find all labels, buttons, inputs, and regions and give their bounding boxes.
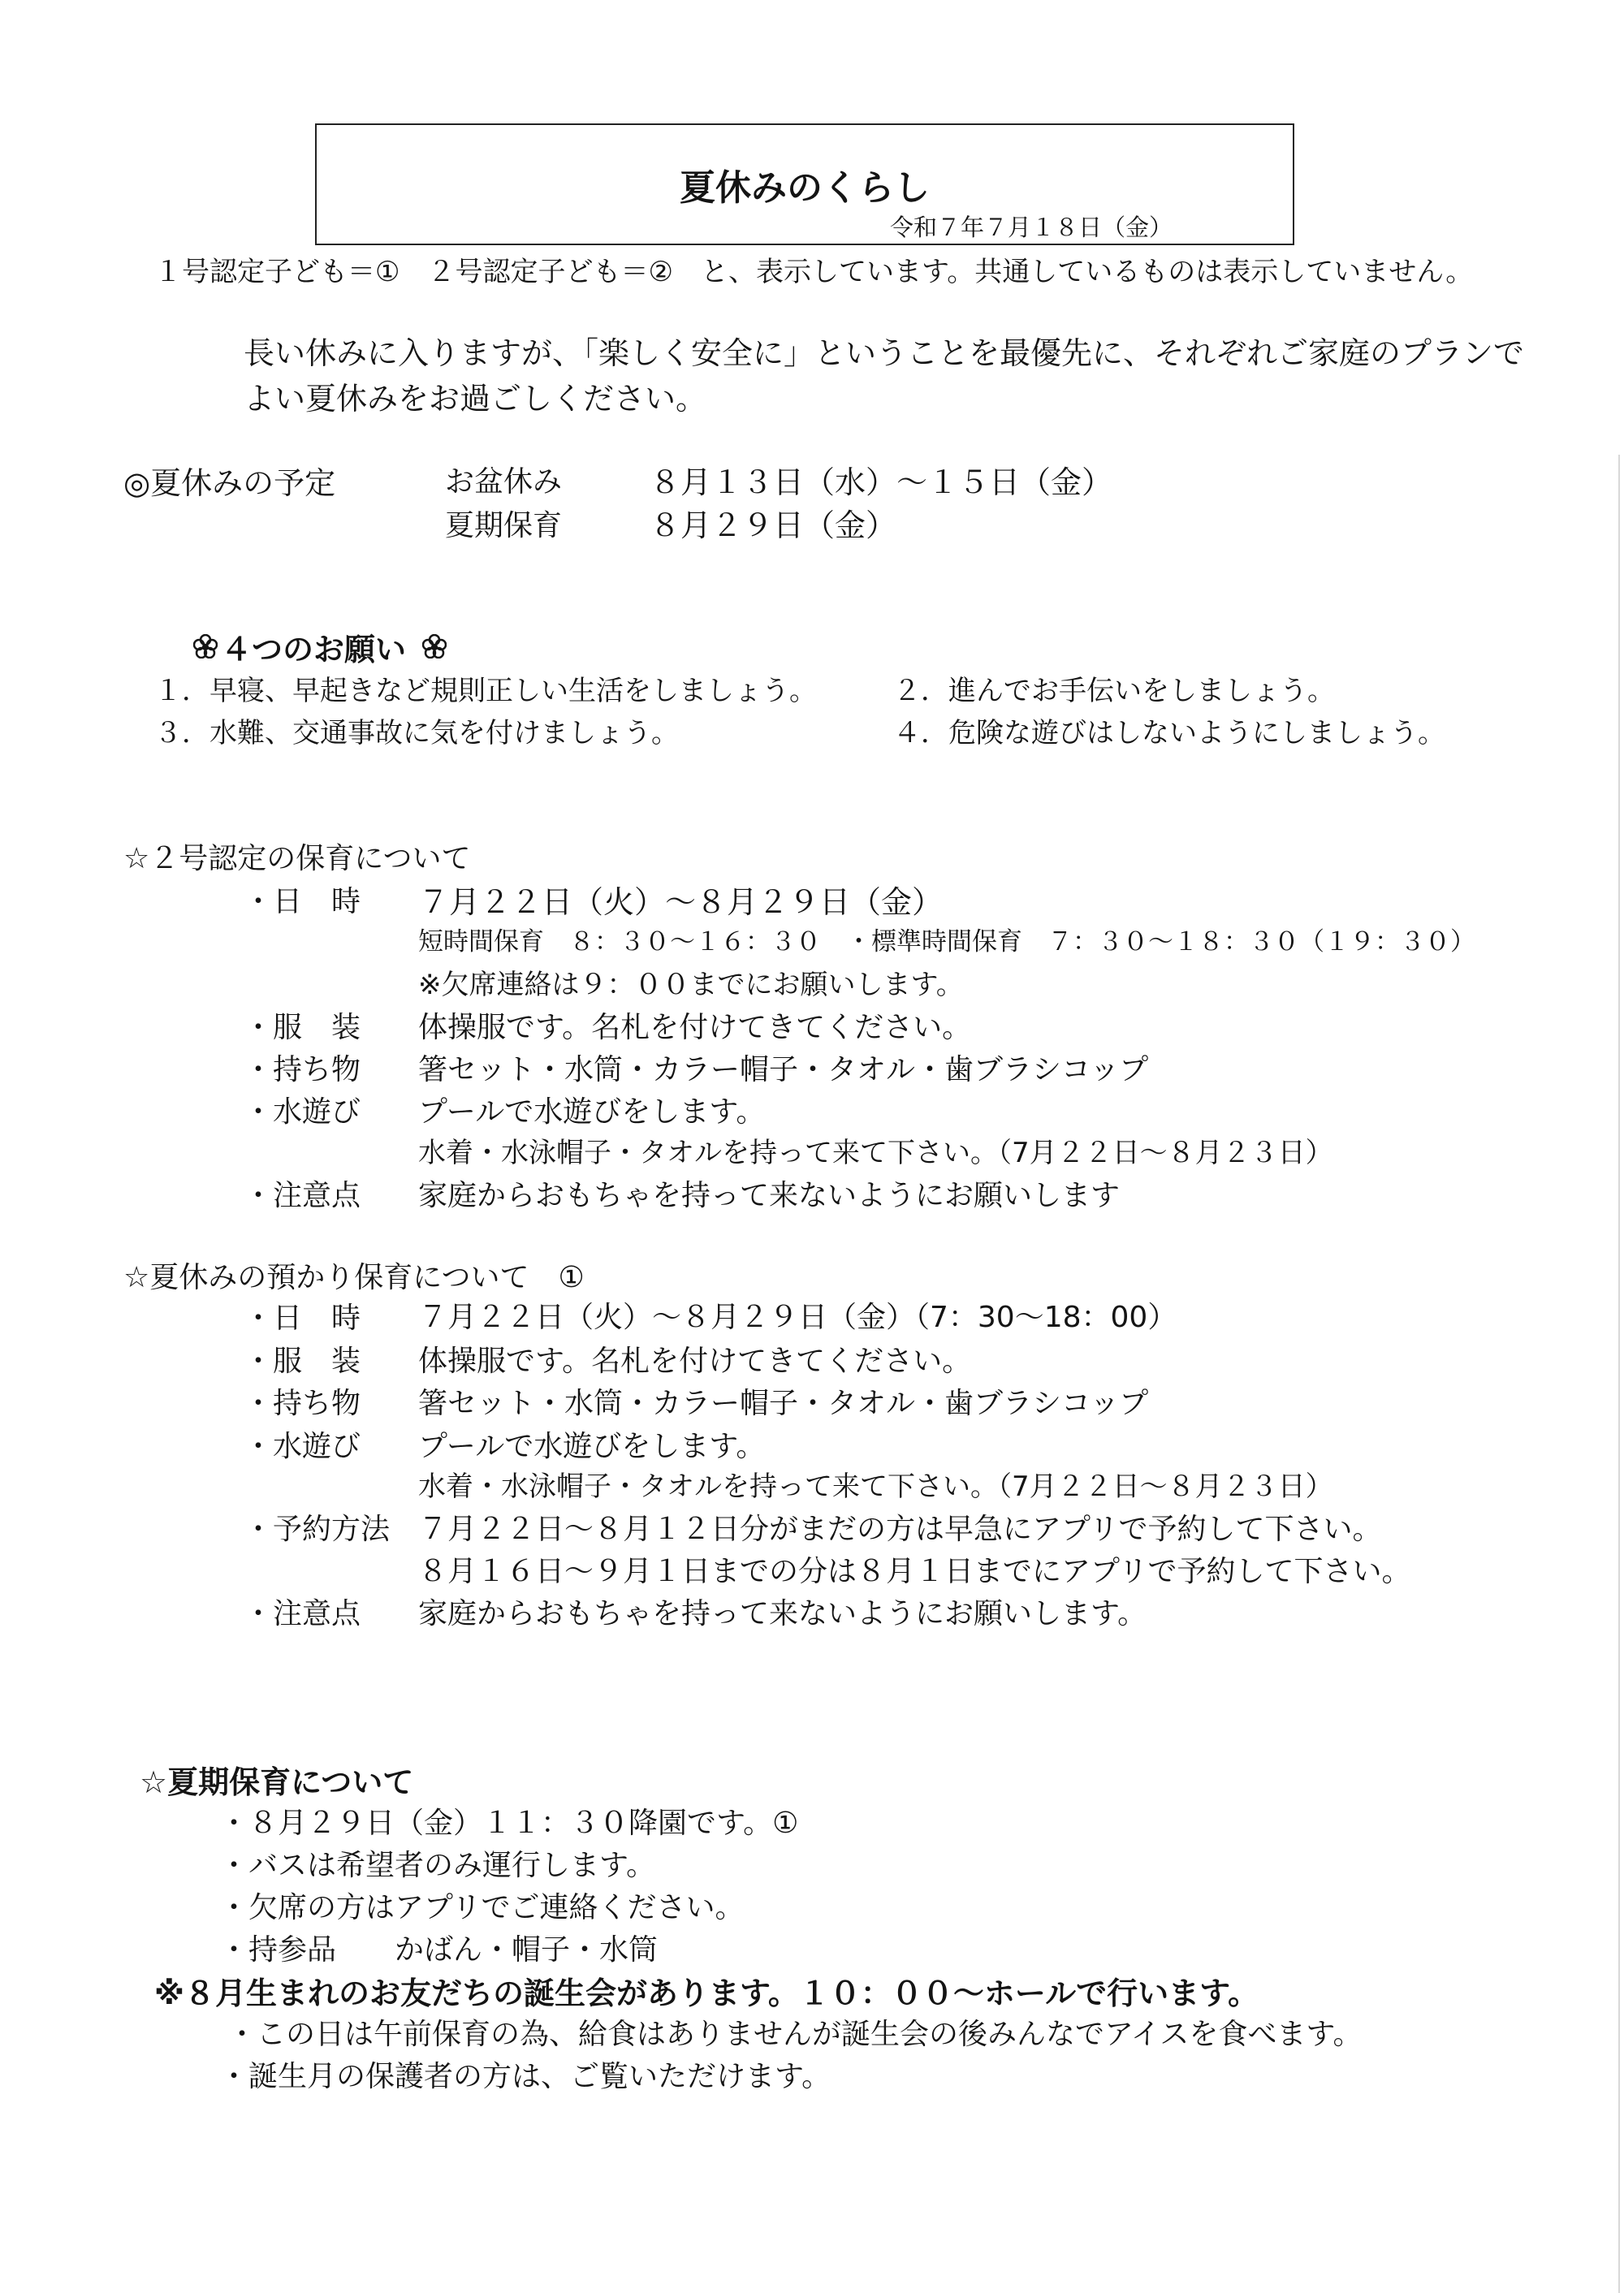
title-box [315, 123, 1294, 245]
section-2go-water-value-1: プールで水遊びをします。 [418, 1095, 766, 1129]
issue-date: 令和７年７月１８日（金） [890, 214, 1173, 241]
birthday-item-1: ・この日は午前保育の為、給食はありませんが誕生会の後みんなでアイスを食べます。 [227, 2018, 1363, 2051]
section-kaki-heading: ☆夏期保育について [140, 1764, 414, 1800]
section-azukari-clothes-value: 体操服です。名札を付けてきてください。 [418, 1345, 972, 1378]
section-2go-heading: ☆２号認定の保育について [123, 842, 471, 875]
section-azukari-belongings-label: ・持ち物 [244, 1387, 361, 1420]
section-2go-caution-value: 家庭からおもちゃを持って来ないようにお願いします [418, 1179, 1121, 1212]
section-2go-absence-note: ※欠席連絡は９：００までにお願いします。 [418, 969, 964, 1001]
section-2go-water-label: ・水遊び [244, 1095, 361, 1129]
section-kaki-item-3: ・欠席の方はアプリでご連絡ください。 [219, 1891, 745, 1924]
section-azukari-date-label: ・日 時 [244, 1302, 361, 1335]
section-azukari-caution-label: ・注意点 [244, 1597, 361, 1630]
section-azukari-heading: ☆夏休みの預かり保育について ① [123, 1261, 585, 1294]
section-2go-date-label: ・日 時 [244, 885, 361, 918]
section-azukari-date-value: ７月２２日（火）～８月２９日（金）（7：30～18：00） [418, 1301, 1177, 1334]
section-kaki-item-2: ・バスは希望者のみ運行します。 [219, 1849, 656, 1882]
section-2go-water-value-2: 水着・水泳帽子・タオルを持って来て下さい。（7月２２日～８月２３日） [418, 1137, 1333, 1169]
intro-line-2: よい夏休みをお過ごしください。 [244, 381, 707, 417]
section-azukari-clothes-label: ・服 装 [244, 1345, 361, 1378]
section-azukari-booking-value-2: ８月１６日～９月１日までの分は８月１日までにアプリで予約して下さい。 [418, 1555, 1411, 1588]
section-2go-hours-note: 短時間保育 ８：３０～１６：３０ ・標準時間保育 ７：３０～１８：３０（１９：３０） [418, 927, 1475, 956]
page-edge-line [1618, 455, 1620, 2293]
section-2go-caution-label: ・注意点 [244, 1179, 361, 1212]
birthday-notice: ※８月生まれのお友だちの誕生会があります。１０：００～ホールで行います。 [154, 1976, 1259, 2011]
request-item-4: ４．危険な遊びはしないようにしましょう。 [893, 717, 1445, 749]
section-kaki-item-1: ・８月２９日（金）１１：３０降園です。① [219, 1807, 799, 1840]
section-2go-belongings-label: ・持ち物 [244, 1053, 361, 1086]
section-azukari-belongings-value: 箸セット・水筒・カラー帽子・タオル・歯ブラシコップ [418, 1387, 1149, 1420]
requests-heading: ４つのお願い [221, 632, 407, 667]
request-item-2: ２．進んでお手伝いをしましょう。 [893, 675, 1335, 707]
schedule-value-obon: ８月１３日（水）～１５日（金） [650, 464, 1113, 500]
section-kaki-item-4: ・持参品 かばん・帽子・水筒 [219, 1933, 659, 1967]
section-azukari-booking-value-1: ７月２２日～８月１２日分がまだの方は早急にアプリで予約して下さい。 [418, 1513, 1382, 1546]
section-azukari-water-value-1: プールで水遊びをします。 [418, 1430, 766, 1463]
page-title: 夏休みのくらし [680, 167, 930, 209]
section-azukari-booking-label: ・予約方法 [244, 1513, 391, 1546]
birthday-item-2: ・誕生月の保護者の方は、ご覧いただけます。 [219, 2060, 831, 2093]
section-2go-clothes-value: 体操服です。名札を付けてきてください。 [418, 1011, 972, 1044]
flower-icon [422, 634, 447, 659]
request-item-1: １．早寝、早起きなど規則正しい生活をしましょう。 [154, 675, 817, 707]
schedule-label-obon: お盆休み [445, 465, 563, 499]
section-2go-date-value: ７月２２日（火）～８月２９日（金） [418, 884, 944, 920]
section-azukari-water-label: ・水遊び [244, 1430, 361, 1463]
section-azukari-water-value-2: 水着・水泳帽子・タオルを持って来て下さい。（7月２２日～８月２３日） [418, 1470, 1333, 1503]
section-2go-belongings-value: 箸セット・水筒・カラー帽子・タオル・歯ブラシコップ [418, 1053, 1149, 1086]
schedule-label-kaki: 夏期保育 [445, 509, 563, 542]
flower-icon [193, 634, 218, 659]
schedule-value-kaki: ８月２９日（金） [650, 507, 897, 543]
section-2go-clothes-label: ・服 装 [244, 1011, 361, 1044]
request-item-3: ３．水難、交通事故に気を付けましょう。 [154, 717, 679, 749]
intro-line-1: 長い休みに入りますが、「楽しく安全に」ということを最優先に、それぞれご家庭のプランで [244, 335, 1525, 371]
schedule-heading: ◎夏休みの予定 [123, 465, 336, 501]
section-azukari-caution-value: 家庭からおもちゃを持って来ないようにお願いします。 [418, 1597, 1147, 1630]
legend-line: １号認定子ども＝① ２号認定子ども＝② と、表示しています。共通しているものは表示していません。 [154, 256, 1474, 288]
